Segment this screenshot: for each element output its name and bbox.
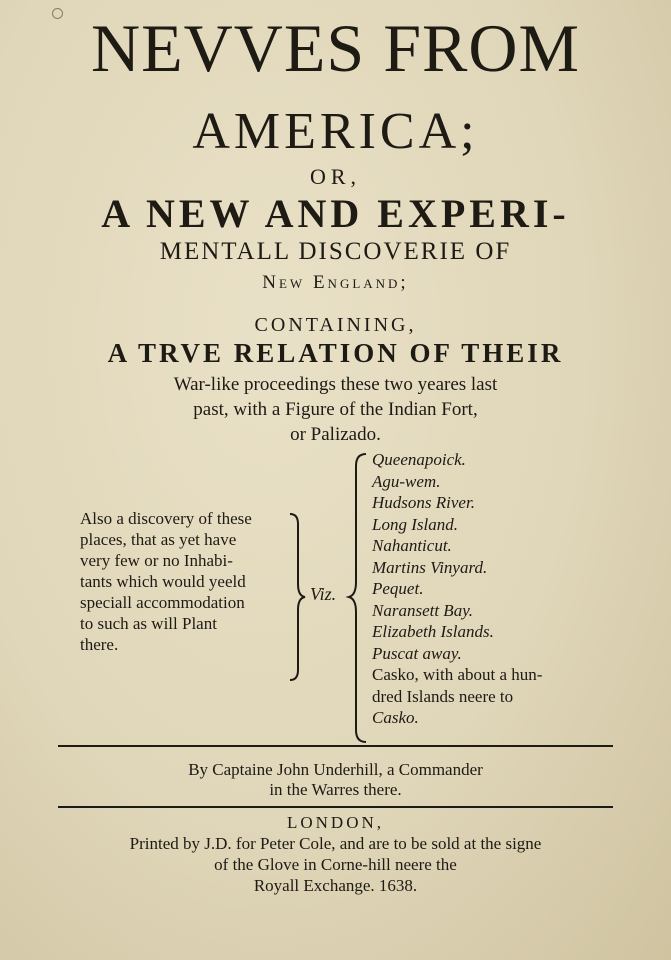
imprint-city: LONDON, xyxy=(286,813,385,832)
place-item: Elizabeth Islands. xyxy=(372,622,494,641)
place-item: Agu-wem. xyxy=(372,471,441,491)
title-line-2: AMERICA; xyxy=(192,103,479,160)
containing-heading: CONTAINING, xyxy=(254,314,417,336)
containing-line-2: War-like proceedings these two yeares last xyxy=(173,374,498,395)
imprint-line-3: Royall Exchange. 1638. xyxy=(253,876,418,895)
imprint-block xyxy=(0,812,671,896)
imprint-line-2: of the Glove in Corne-hill neere the xyxy=(214,855,457,874)
place-item: Queenapoick. xyxy=(372,450,466,469)
place-item: dred Islands neere to xyxy=(372,686,514,706)
imprint-line-1: Printed by J.D. for Peter Cole, and are to be sold at the signe xyxy=(129,834,542,853)
places-list xyxy=(372,449,542,729)
discovery-line: Also a discovery of these xyxy=(80,509,252,528)
containing-line-3: past, with a Figure of the Indian Fort, xyxy=(193,399,478,420)
discovery-line: very few or no Inhabi- xyxy=(80,551,233,570)
place-item: Casko, with about a hun- xyxy=(372,665,543,684)
viz-label: Viz. xyxy=(310,584,337,604)
containing-text xyxy=(0,372,671,447)
containing-line-1: A TRVE RELATION OF THEIR xyxy=(107,338,564,368)
place-item: Long Island. xyxy=(372,514,458,534)
left-brace-places xyxy=(348,452,368,744)
discovery-line: there. xyxy=(80,635,119,654)
discovery-line: speciall accommodation xyxy=(80,593,245,612)
place-item: Naransett Bay. xyxy=(372,600,474,620)
discovery-paragraph xyxy=(80,508,290,655)
title-line-4: A NEW AND EXPERI- xyxy=(101,191,570,236)
title-line-3: OR, xyxy=(309,164,362,189)
place-item: Puscat away. xyxy=(372,643,462,663)
place-item: Pequet. xyxy=(372,579,424,598)
containing-line-4: or Palizado. xyxy=(290,424,381,445)
author-line-2: in the Warres there. xyxy=(269,780,402,799)
discovery-line: to such as will Plant xyxy=(80,614,217,633)
title-line-5: MENTALL DISCOVERIE OF xyxy=(159,238,512,265)
title-line-1: NEVVES FROM xyxy=(91,10,580,86)
discovery-line: tants which would yeeld xyxy=(80,572,246,591)
divider-rule-top xyxy=(58,745,613,747)
place-item: Nahanticut. xyxy=(372,536,452,555)
divider-rule-bottom xyxy=(58,806,613,808)
right-brace-discovery xyxy=(288,512,306,682)
place-item: Martins Vinyard. xyxy=(372,557,488,577)
author-line-1: By Captaine John Underhill, a Commander xyxy=(188,760,483,779)
place-item: Hudsons River. xyxy=(372,493,475,512)
discovery-line: places, that as yet have xyxy=(80,530,237,549)
title-line-6: New England; xyxy=(262,272,409,293)
place-item: Casko. xyxy=(372,708,419,727)
author-block xyxy=(0,760,671,800)
